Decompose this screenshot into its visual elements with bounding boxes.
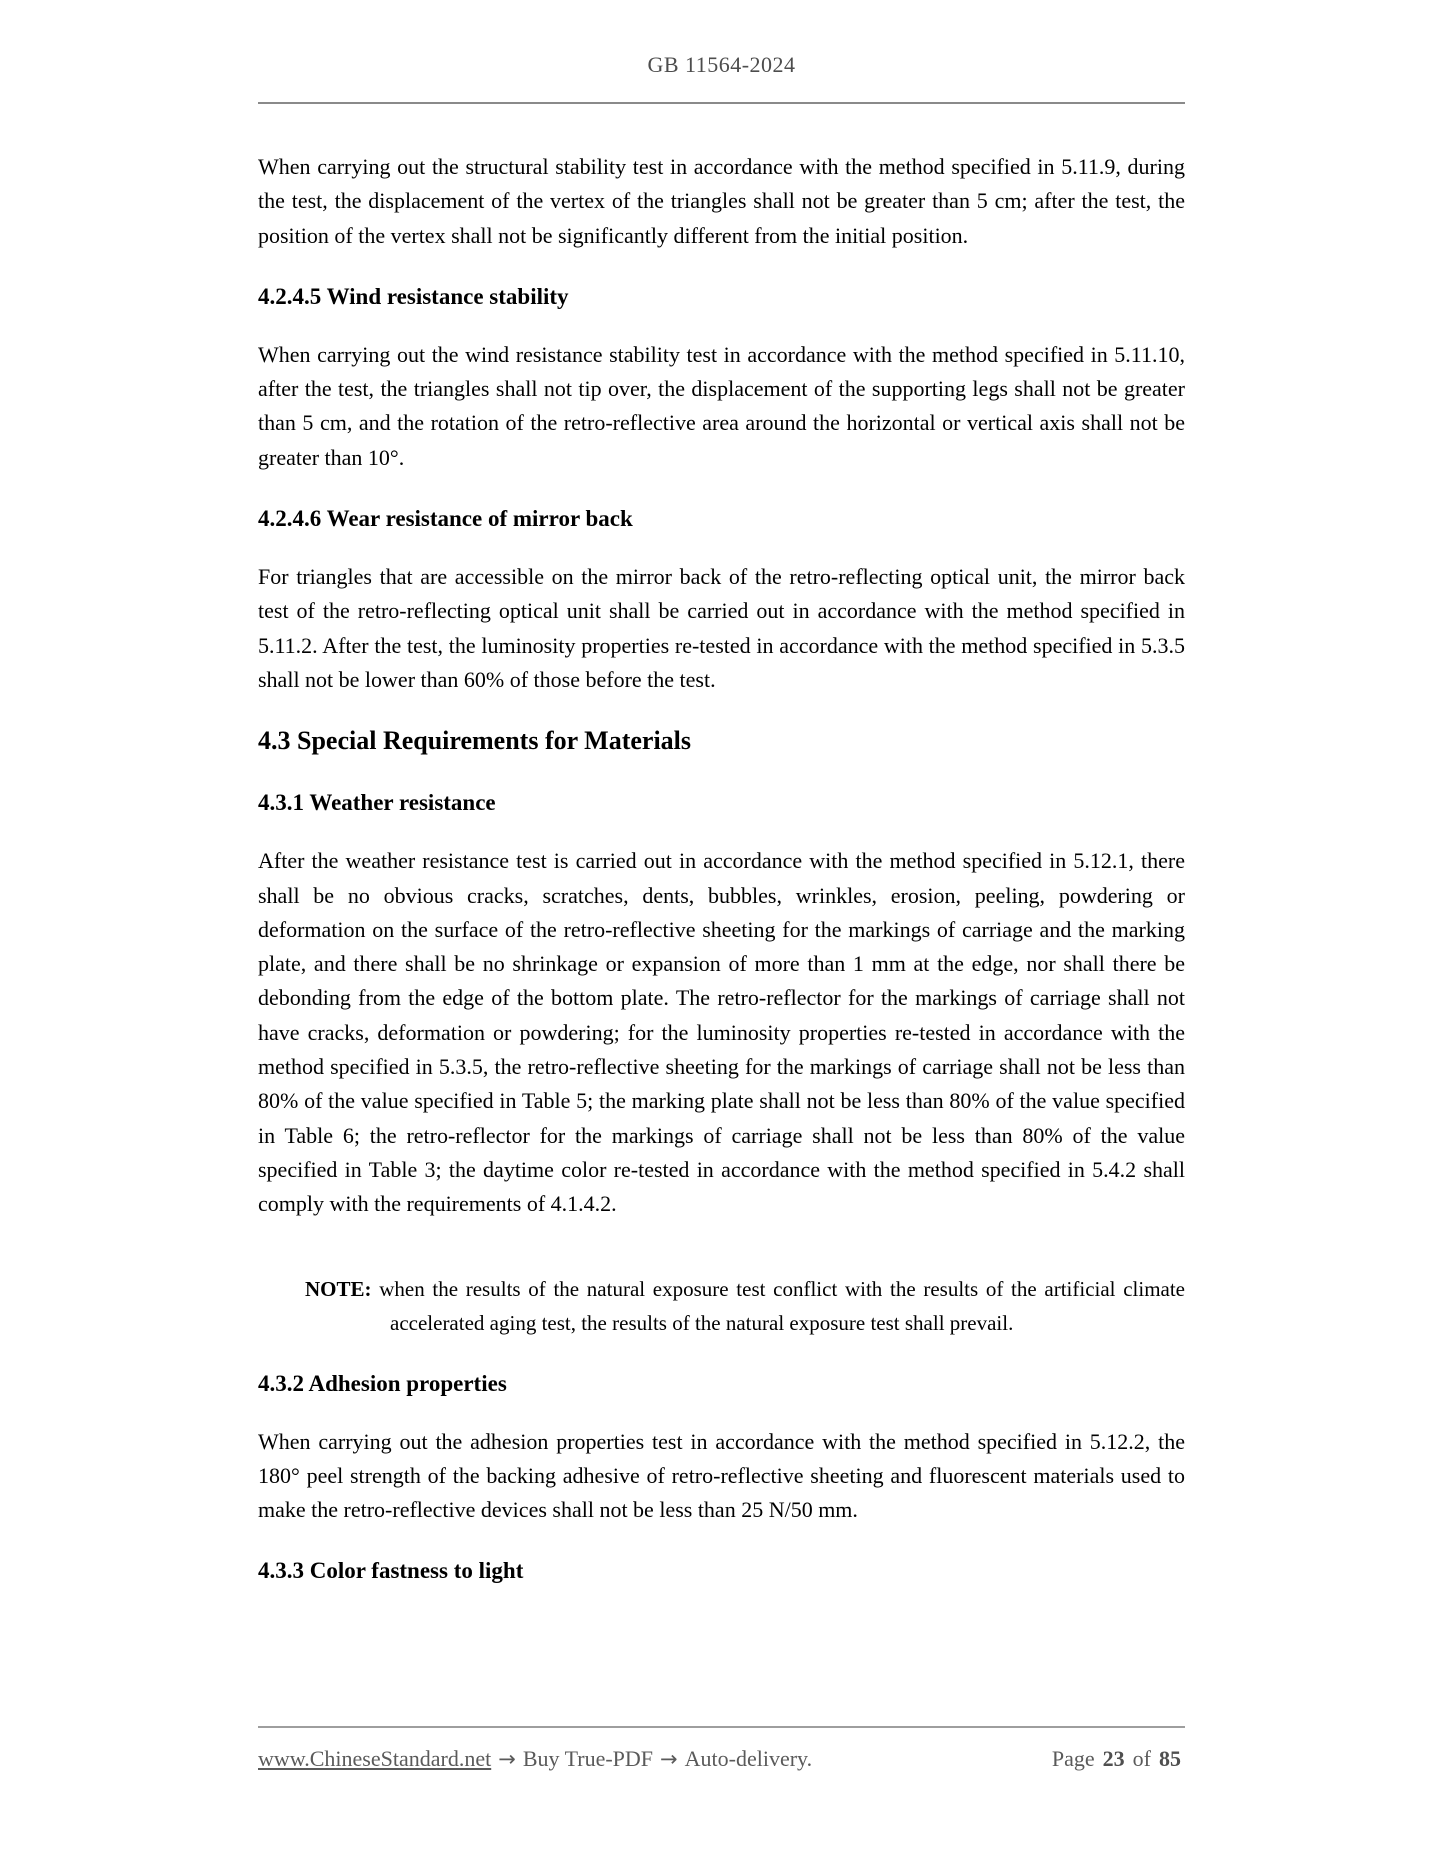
header-rule [258,102,1185,104]
footer-source-line [258,1746,812,1772]
heading-4-3-3-color-fastness: 4.3.3 Color fastness to light [258,1558,524,1584]
doc-number-title: GB 11564-2024 [647,52,796,77]
paragraph-mirror-back: For triangles that are accessible on the mirror back of the retro-reflecting optical unit, the mirror back test of the retro-reflecting optical unit shall be carried out in accordance with the method specified in 5.11.2. After the test, the luminosity properties re-tested in accordance with the method specified in 5.3.5 shall not be lower than 60% of those before the test. [258,564,1185,692]
note-block [305,1272,1185,1340]
heading-4-3-1-weather-resistance: 4.3.1 Weather resistance [258,790,496,816]
page-body [258,150,1185,1588]
page-total-number: 85 [1159,1746,1181,1771]
footer-delivery-text: Auto-delivery. [684,1746,813,1771]
site-link[interactable]: www.ChineseStandard.net [258,1746,492,1771]
footer-buy-text: Buy True-PDF [522,1746,654,1771]
paragraph-adhesion-properties: When carrying out the adhesion properties test in accordance with the method specified in 5.12.2, the 180° peel strength of the backing adhesive of retro-reflective sheeting and fluorescent materials used to make the retro-reflective devices shall not be less than 25 N/50 mm. [258,1428,1185,1523]
note-label: NOTE: [305,1276,372,1301]
page-header [0,50,1445,104]
right-arrow-icon: → [660,1747,678,1771]
page-footer [258,1726,1185,1772]
page-current-number: 23 [1102,1746,1125,1771]
page-label: Page [1051,1746,1095,1771]
heading-4-3-2-adhesion-properties: 4.3.2 Adhesion properties [258,1370,507,1396]
heading-4-2-4-6-wear-resistance: 4.2.4.6 Wear resistance of mirror back [258,506,633,532]
paragraph-weather-resistance: After the weather resistance test is carried out in accordance with the method specified in 5.12.1, there shall be no obvious cracks, scratches, dents, bubbles, wrinkles, erosion, peeling, powdering or deformation on the surface of the retro-reflective sheeting for the markings of carriage and the marking plate, and there shall be no shrinkage or expansion of more than 1 mm at the edge, nor shall there be debonding from the edge of the bottom plate. The retro-reflector for the markings of carriage shall not have cracks, deformation or powdering; for the luminosity properties re-tested in accordance with the method specified in 5.3.5, the retro-reflective sheeting for the markings of carriage shall not be less than 80% of the value specified in Table 5; the marking plate shall not be less than 80% of the value specified in Table 6; the retro-reflector for the markings of carriage shall not be less than 80% of the value specified in Table 3; the daytime color re-tested in accordance with the method specified in 5.4.2 shall comply with the requirements of 4.1.4.2. [258,848,1185,1217]
heading-4-3-special-requirements: 4.3 Special Requirements for Materials [258,726,692,756]
heading-4-2-4-5-wind-resistance-stability: 4.2.4.5 Wind resistance stability [258,283,569,309]
right-arrow-icon: → [498,1747,516,1771]
paragraph-wind-resistance: When carrying out the wind resistance stability test in accordance with the method specified in 5.11.10, after the test, the triangles shall not tip over, the displacement of the supporting legs shall not be greater than 5 cm, and the rotation of the retro-reflective area around the horizontal or vertical axis shall not be greater than 10°. [258,341,1185,470]
page-indicator [1048,1746,1185,1772]
note-text: when the results of the natural exposure test conflict with the results of the artificial climate accelerated aging test, the results of the natural exposure test shall prevail. [379,1276,1186,1335]
page-of-label: of [1132,1746,1151,1771]
footer-rule [258,1726,1185,1728]
paragraph-structural-stability: When carrying out the structural stability test in accordance with the method specified in 5.11.9, during the test, the displacement of the vertex of the triangles shall not be greater than 5 cm; after the test, the position of the vertex shall not be significantly different from the initial position. [258,154,1185,248]
